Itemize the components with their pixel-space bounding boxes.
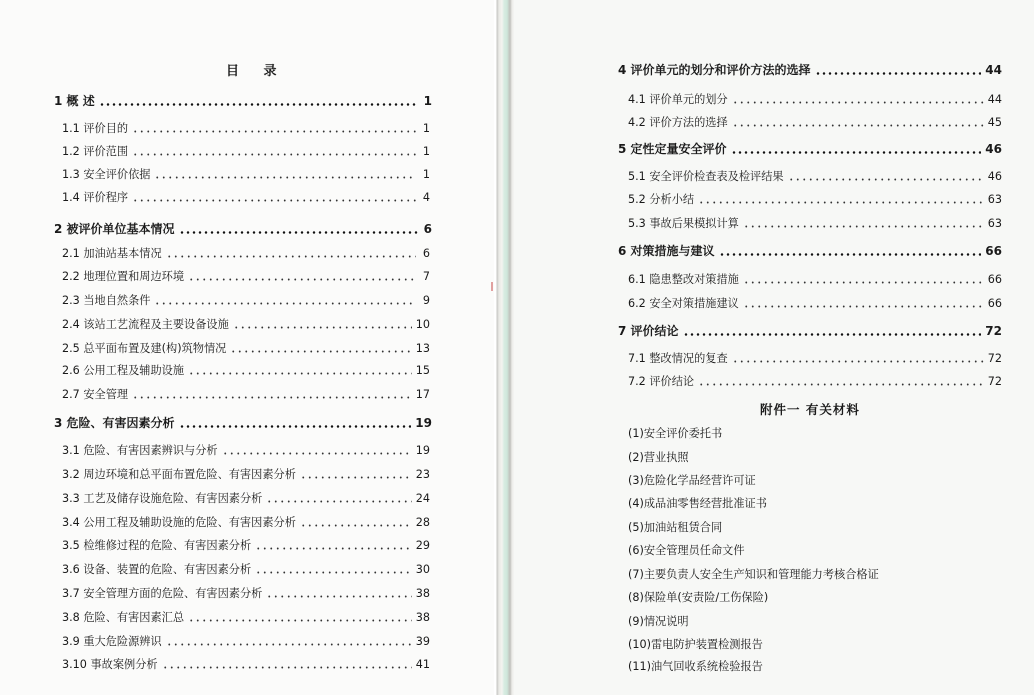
appendix-item: (7)主要负责人安全生产知识和管理能力考核合格证 xyxy=(628,568,879,581)
toc-page-number: 66 xyxy=(985,244,1002,258)
toc-entry-label: 2.3 当地自然条件 xyxy=(62,294,151,307)
toc-chapter-row xyxy=(54,220,432,237)
toc-entry-label: 7 评价结论 xyxy=(618,324,679,338)
toc-entry-label: 1 概 述 xyxy=(54,94,95,108)
toc-page-number: 1 xyxy=(423,94,432,108)
toc-page-number: 38 xyxy=(415,587,430,600)
appendix-item: (2)营业执照 xyxy=(628,451,689,464)
toc-section-row xyxy=(628,215,1002,231)
toc-page-number: 15 xyxy=(415,364,430,377)
dot-leader xyxy=(132,388,412,399)
toc-section-row xyxy=(62,245,430,261)
dot-leader xyxy=(188,611,412,622)
toc-entry-label: 2.2 地理位置和周边环境 xyxy=(62,270,185,283)
toc-entry-label: 2.1 加油站基本情况 xyxy=(62,247,162,260)
toc-page-number: 17 xyxy=(415,388,430,401)
toc-page-number: 41 xyxy=(415,658,430,671)
dot-leader xyxy=(233,318,412,329)
toc-page-number: 44 xyxy=(987,93,1002,106)
dot-leader xyxy=(698,193,984,204)
toc-chapter-row xyxy=(618,242,1002,259)
toc-page-number: 7 xyxy=(422,270,430,283)
toc-page-number: 19 xyxy=(415,444,430,457)
appendix-item: (6)安全管理员任命文件 xyxy=(628,544,745,557)
toc-section-row xyxy=(62,633,430,649)
toc-entry-label: 3.1 危险、有害因素辨识与分析 xyxy=(62,444,218,457)
dot-leader xyxy=(266,492,411,503)
toc-page-number: 1 xyxy=(422,122,430,135)
toc-page-number: 46 xyxy=(987,170,1002,183)
toc-section-row xyxy=(628,114,1002,130)
dot-leader xyxy=(166,635,412,646)
toc-section-row xyxy=(62,189,430,205)
toc-entry-label: 3 危险、有害因素分析 xyxy=(54,416,175,430)
toc-title: 目 录 xyxy=(226,64,287,79)
dot-leader xyxy=(132,145,416,156)
dot-leader xyxy=(132,191,416,202)
toc-entry-label: 3.4 公用工程及辅助设施的危险、有害因素分析 xyxy=(62,516,296,529)
toc-entry-label: 4.1 评价单元的划分 xyxy=(628,93,728,106)
toc-section-row xyxy=(628,91,1002,107)
toc-section-row xyxy=(628,271,1002,287)
toc-section-row xyxy=(62,442,430,458)
toc-page-number: 28 xyxy=(415,516,430,529)
toc-entry-label: 7.2 评价结论 xyxy=(628,375,695,388)
toc-page-number: 19 xyxy=(415,416,432,430)
dot-leader xyxy=(743,297,984,308)
toc-section-row xyxy=(62,143,430,159)
toc-entry-label: 3.3 工艺及储存设施危险、有害因素分析 xyxy=(62,492,263,505)
toc-section-row xyxy=(62,292,430,308)
toc-page-number: 29 xyxy=(415,539,430,552)
toc-entry-label: 5.2 分析小结 xyxy=(628,193,695,206)
toc-section-row xyxy=(628,191,1002,207)
dot-leader xyxy=(732,116,984,127)
toc-entry-label: 1.2 评价范围 xyxy=(62,145,129,158)
right-page xyxy=(514,0,1034,695)
appendix-item: (5)加油站租赁合同 xyxy=(628,521,723,534)
dot-leader xyxy=(154,168,416,179)
toc-entry-label: 1.1 评价目的 xyxy=(62,122,129,135)
toc-page-number: 44 xyxy=(985,63,1002,77)
toc-page-number: 4 xyxy=(422,191,430,204)
toc-page-number: 39 xyxy=(415,635,430,648)
toc-page-number: 63 xyxy=(987,193,1002,206)
dot-leader xyxy=(188,364,412,375)
dot-leader xyxy=(732,93,984,104)
toc-entry-label: 7.1 整改情况的复查 xyxy=(628,352,728,365)
toc-entry-label: 3.9 重大危险源辨识 xyxy=(62,635,162,648)
toc-entry-label: 4 评价单元的划分和评价方法的选择 xyxy=(618,63,811,77)
toc-page-number: 45 xyxy=(987,116,1002,129)
toc-chapter-row xyxy=(618,61,1002,78)
toc-page-number: 63 xyxy=(987,217,1002,230)
dot-leader xyxy=(154,294,416,305)
appendix-item: (4)成品油零售经营批准证书 xyxy=(628,497,767,510)
dot-leader xyxy=(300,468,412,479)
toc-entry-label: 2.7 安全管理 xyxy=(62,388,129,401)
appendix-title: 附件一 有关材料 xyxy=(760,402,860,417)
toc-page-number: 66 xyxy=(987,297,1002,310)
toc-section-row xyxy=(62,514,430,530)
dot-leader xyxy=(815,63,982,75)
toc-page-number: 6 xyxy=(422,247,430,260)
toc-entry-label: 1.4 评价程序 xyxy=(62,191,129,204)
dot-leader xyxy=(743,217,984,228)
toc-entry-label: 3.5 检维修过程的危险、有害因素分析 xyxy=(62,539,252,552)
toc-entry-label: 5.1 安全评价检查表及检评结果 xyxy=(628,170,784,183)
toc-section-row xyxy=(628,295,1002,311)
toc-page-number: 1 xyxy=(422,168,430,181)
toc-section-row xyxy=(62,268,430,284)
toc-section-row xyxy=(62,490,430,506)
dot-leader xyxy=(222,444,412,455)
toc-entry-label: 2.4 该站工艺流程及主要设备设施 xyxy=(62,318,229,331)
toc-section-row xyxy=(62,466,430,482)
toc-section-row xyxy=(62,316,430,332)
toc-page-number: 1 xyxy=(422,145,430,158)
toc-section-row xyxy=(62,537,430,553)
book-gutter xyxy=(494,0,516,695)
gutter-mark xyxy=(491,282,493,291)
toc-entry-label: 4.2 评价方法的选择 xyxy=(628,116,728,129)
dot-leader xyxy=(731,142,982,154)
appendix-item: (11)油气回收系统检验报告 xyxy=(628,660,763,673)
toc-entry-label: 3.7 安全管理方面的危险、有害因素分析 xyxy=(62,587,263,600)
toc-section-row xyxy=(62,585,430,601)
toc-page-number: 72 xyxy=(987,352,1002,365)
toc-entry-label: 3.8 危险、有害因素汇总 xyxy=(62,611,185,624)
toc-page-number: 72 xyxy=(987,375,1002,388)
dot-leader xyxy=(132,122,416,133)
dot-leader xyxy=(300,516,412,527)
dot-leader xyxy=(188,270,416,281)
toc-section-row xyxy=(62,386,430,402)
toc-section-row xyxy=(62,120,430,136)
dot-leader xyxy=(732,352,984,363)
toc-chapter-row xyxy=(618,322,1002,339)
toc-entry-label: 2.6 公用工程及辅助设施 xyxy=(62,364,185,377)
toc-page-number: 72 xyxy=(985,324,1002,338)
toc-chapter-row xyxy=(54,92,432,109)
toc-page-number: 9 xyxy=(422,294,430,307)
toc-page-number: 30 xyxy=(415,563,430,576)
toc-entry-label: 3.6 设备、装置的危险、有害因素分析 xyxy=(62,563,252,576)
toc-page-number: 66 xyxy=(987,273,1002,286)
dot-leader xyxy=(162,658,412,669)
toc-entry-label: 5.3 事故后果模拟计算 xyxy=(628,217,739,230)
dot-leader xyxy=(698,375,984,386)
dot-leader xyxy=(230,342,411,353)
toc-section-row xyxy=(628,168,1002,184)
toc-entry-label: 2 被评价单位基本情况 xyxy=(54,222,175,236)
dot-leader xyxy=(99,94,418,106)
toc-page-number: 23 xyxy=(415,468,430,481)
toc-entry-label: 1.3 安全评价依据 xyxy=(62,168,151,181)
left-page xyxy=(0,0,498,695)
dot-leader xyxy=(788,170,984,181)
toc-page-number: 6 xyxy=(423,222,432,236)
toc-entry-label: 3.2 周边环境和总平面布置危险、有害因素分析 xyxy=(62,468,296,481)
appendix-item: (1)安全评价委托书 xyxy=(628,427,723,440)
toc-entry-label: 6 对策措施与建议 xyxy=(618,244,715,258)
dot-leader xyxy=(743,273,984,284)
dot-leader xyxy=(719,244,982,256)
toc-chapter-row xyxy=(54,414,432,431)
appendix-item: (8)保险单(安责险/工伤保险) xyxy=(628,591,769,604)
appendix-item: (10)雷电防护装置检测报告 xyxy=(628,638,763,651)
dot-leader xyxy=(179,222,418,234)
toc-section-row xyxy=(62,561,430,577)
dot-leader xyxy=(166,247,416,258)
dot-leader xyxy=(179,416,412,428)
toc-page-number: 46 xyxy=(985,142,1002,156)
toc-entry-label: 5 定性定量安全评价 xyxy=(618,142,727,156)
dot-leader xyxy=(255,563,412,574)
dot-leader xyxy=(255,539,412,550)
toc-page-number: 38 xyxy=(415,611,430,624)
toc-section-row xyxy=(628,350,1002,366)
dot-leader xyxy=(683,324,982,336)
toc-entry-label: 6.1 隐患整改对策措施 xyxy=(628,273,739,286)
toc-entry-label: 6.2 安全对策措施建议 xyxy=(628,297,739,310)
toc-section-row xyxy=(62,166,430,182)
toc-section-row xyxy=(62,340,430,356)
toc-entry-label: 3.10 事故案例分析 xyxy=(62,658,158,671)
toc-section-row xyxy=(62,656,430,672)
toc-section-row xyxy=(628,373,1002,389)
toc-entry-label: 2.5 总平面布置及建(构)筑物情况 xyxy=(62,342,227,355)
toc-chapter-row xyxy=(618,140,1002,157)
toc-section-row xyxy=(62,362,430,378)
toc-page-number: 13 xyxy=(415,342,430,355)
toc-page-number: 10 xyxy=(415,318,430,331)
toc-section-row xyxy=(62,609,430,625)
appendix-item: (9)情况说明 xyxy=(628,615,689,628)
toc-page-number: 24 xyxy=(415,492,430,505)
appendix-item: (3)危险化学品经营许可证 xyxy=(628,474,756,487)
dot-leader xyxy=(266,587,411,598)
